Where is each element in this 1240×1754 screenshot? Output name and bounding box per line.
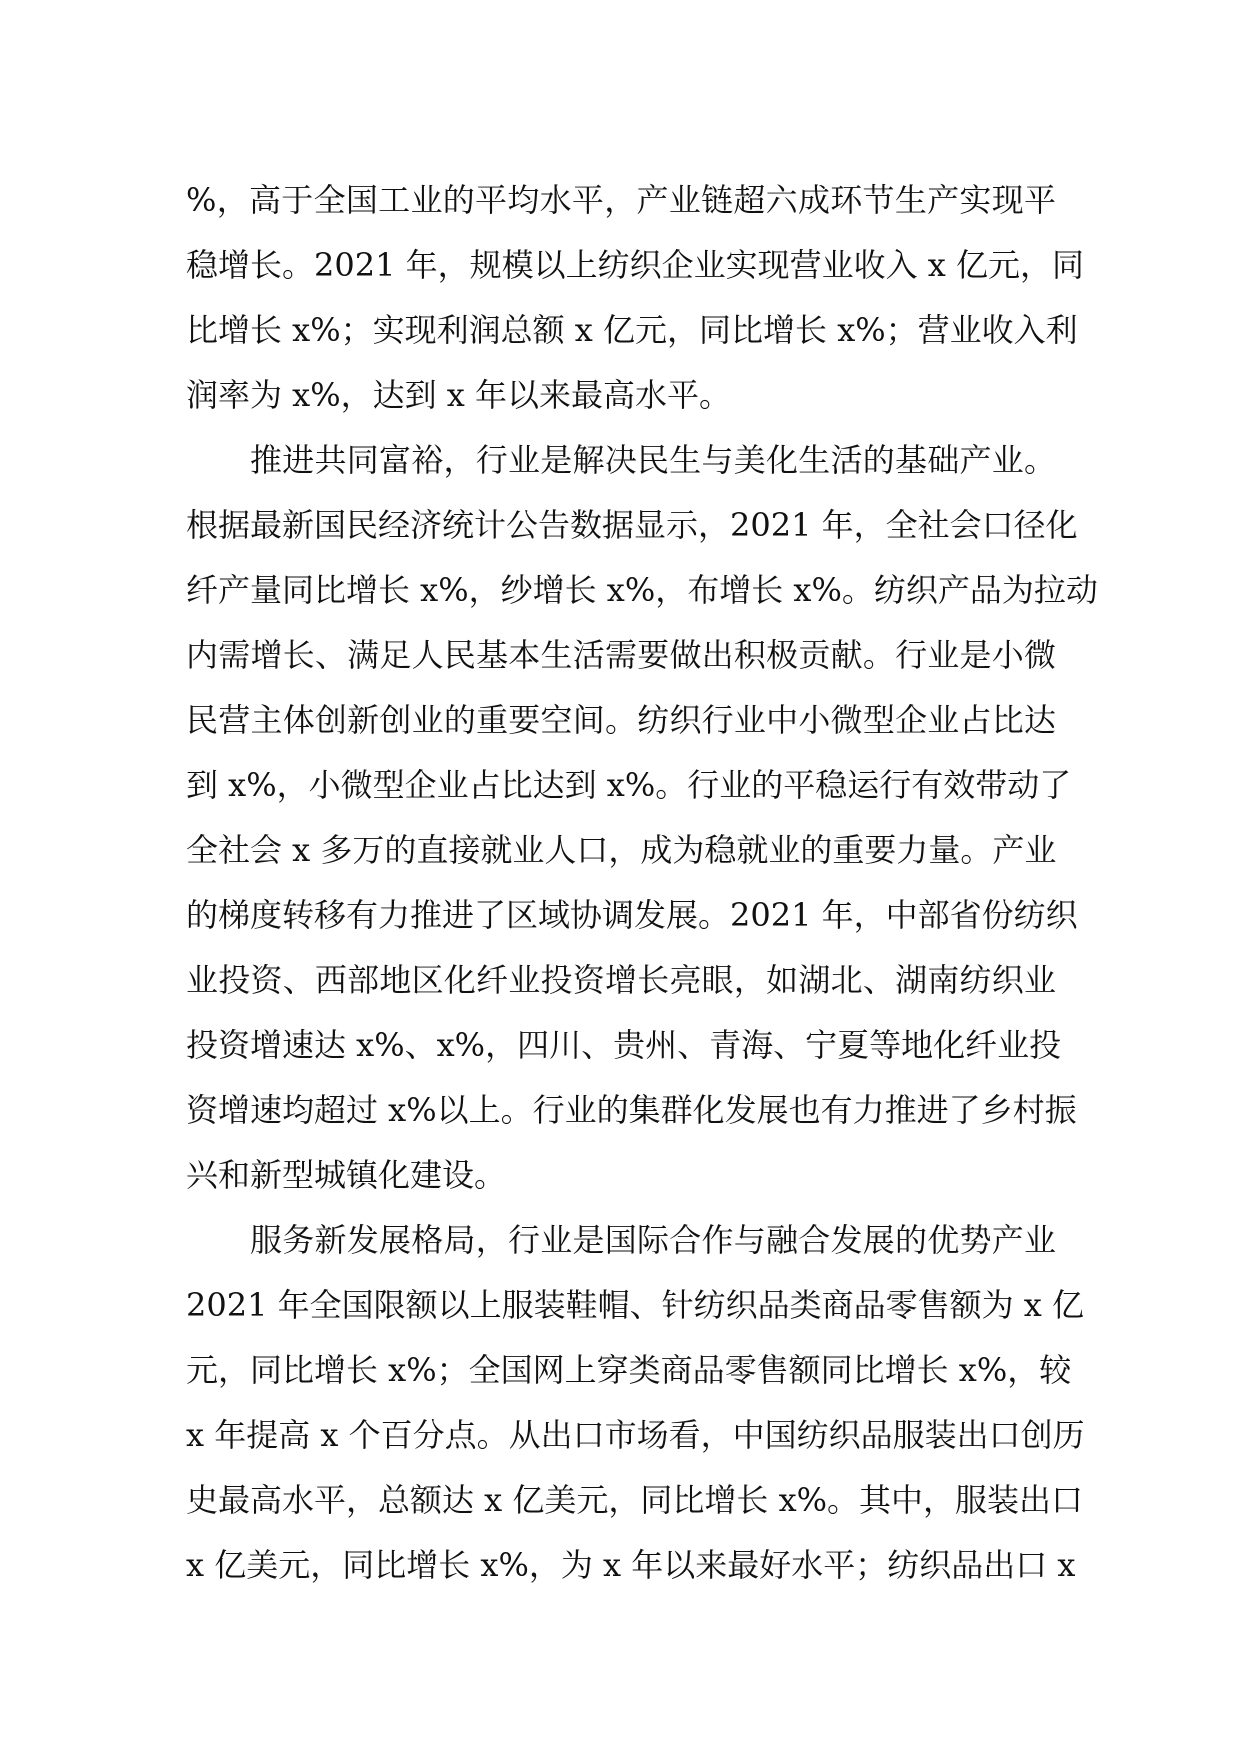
text-line: 到 x%，小微型企业占比达到 x%。行业的平稳运行有效带动了 (186, 766, 1072, 804)
text-line: 业投资、西部地区化纤业投资增长亮眼，如湖北、湖南纺织业 (186, 961, 1056, 999)
text-line: 史最高水平，总额达 x 亿美元，同比增长 x%。其中，服装出口 (186, 1481, 1084, 1519)
text-line: x 年提高 x 个百分点。从出口市场看，中国纺织品服装出口创历 (186, 1416, 1085, 1454)
text-line: 根据最新国民经济统计公告数据显示，2021 年，全社会口径化 (186, 506, 1078, 544)
text-line: 全社会 x 多万的直接就业人口，成为稳就业的重要力量。产业 (186, 831, 1057, 869)
text-line: 纤产量同比增长 x%，纱增长 x%，布增长 x%。纺织产品为拉动 (186, 571, 1098, 609)
text-line: 内需增长、满足人民基本生活需要做出积极贡献。行业是小微 (186, 636, 1056, 674)
text-line: 元，同比增长 x%；全国网上穿类商品零售额同比增长 x%，较 (186, 1351, 1072, 1389)
text-line: %，高于全国工业的平均水平，产业链超六成环节生产实现平 (186, 181, 1056, 219)
text-line: 服务新发展格局，行业是国际合作与融合发展的优势产业 (250, 1221, 1056, 1259)
text-line: 稳增长。2021 年，规模以上纺织企业实现营业收入 x 亿元，同 (186, 246, 1085, 284)
text-line: 的梯度转移有力推进了区域协调发展。2021 年，中部省份纺织 (186, 896, 1078, 934)
paragraph-profit-summary (186, 168, 1085, 428)
text-line: 润率为 x%，达到 x 年以来最高水平。 (186, 376, 732, 414)
paragraph-common-prosperity (186, 428, 1098, 1208)
paragraph-new-development-pattern (186, 1208, 1085, 1598)
text-line: 2021 年全国限额以上服装鞋帽、针纺织品类商品零售额为 x 亿 (186, 1286, 1085, 1324)
text-line: x 亿美元，同比增长 x%，为 x 年以来最好水平；纺织品出口 x (186, 1546, 1076, 1584)
text-line: 兴和新型城镇化建设。 (186, 1156, 507, 1194)
text-line: 资增速均超过 x%以上。行业的集群化发展也有力推进了乡村振 (186, 1091, 1077, 1129)
text-line: 投资增速达 x%、x%，四川、贵州、青海、宁夏等地化纤业投 (186, 1026, 1062, 1064)
text-line: 推进共同富裕，行业是解决民生与美化生活的基础产业。 (250, 441, 1056, 479)
text-line: 比增长 x%；实现利润总额 x 亿元，同比增长 x%；营业收入利 (186, 311, 1078, 349)
document-body (186, 168, 1098, 1598)
text-line: 民营主体创新创业的重要空间。纺织行业中小微型企业占比达 (186, 701, 1056, 739)
